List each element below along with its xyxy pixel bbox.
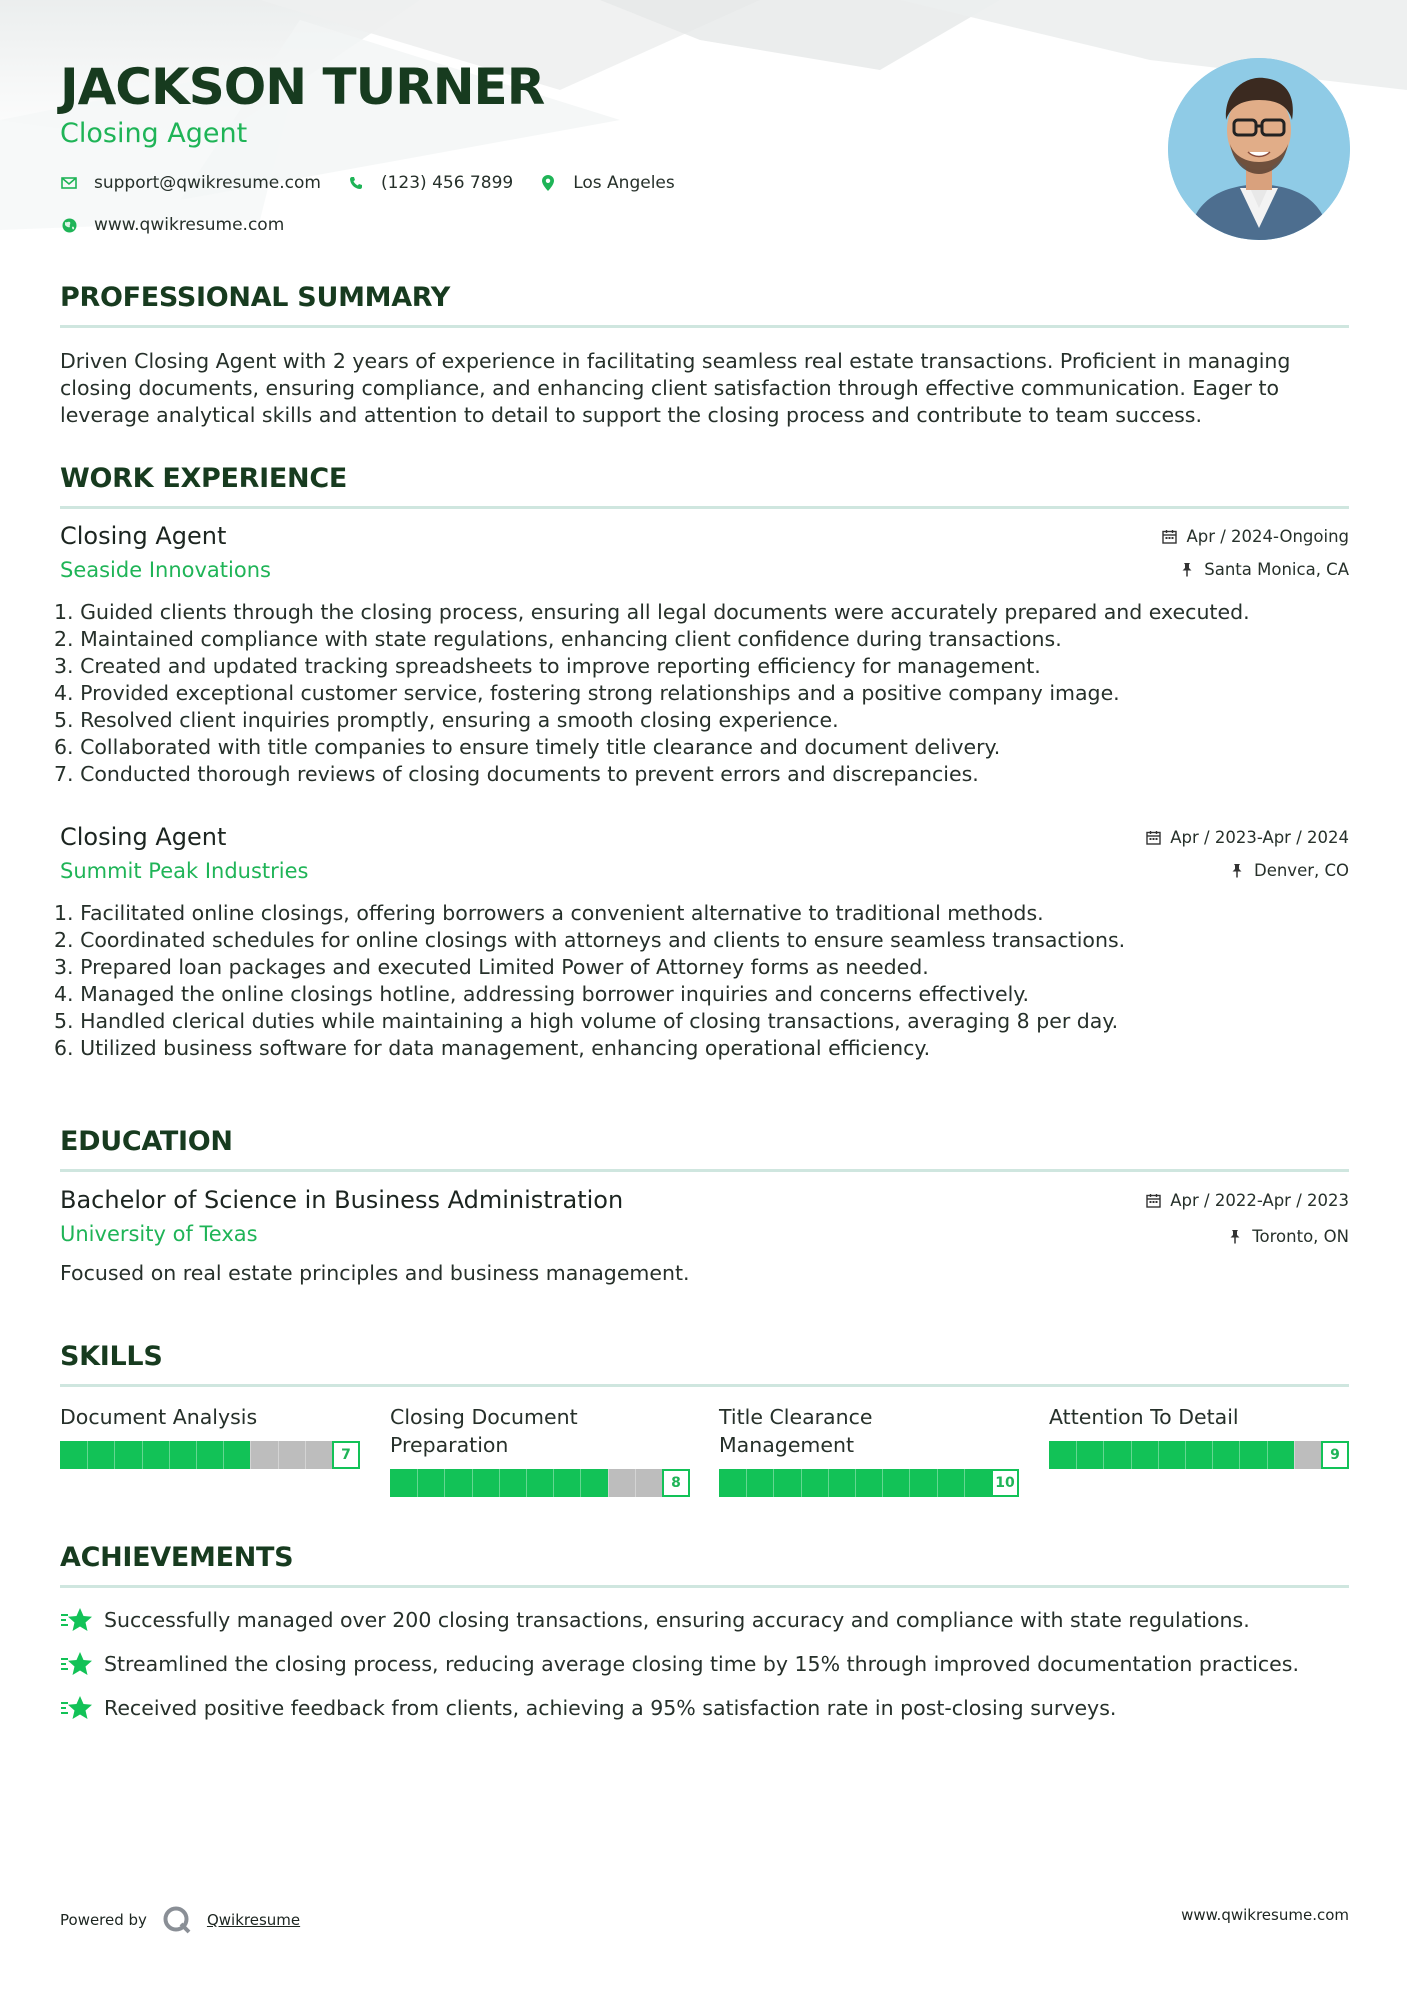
job-bullet-list — [54, 900, 1125, 1062]
skill-bar-segment — [1212, 1441, 1213, 1469]
skill-bar-fill — [60, 1441, 250, 1469]
list-item: 6. Utilized business software for data management, enhancing operational efficiency. — [54, 1036, 931, 1060]
skill-score: 9 — [1321, 1441, 1349, 1469]
contact-email[interactable] — [60, 173, 321, 193]
star-award-icon — [60, 1694, 94, 1722]
skill-bar-segment — [580, 1469, 581, 1497]
skill-name — [60, 1403, 360, 1431]
skill-bar-segment — [87, 1441, 88, 1469]
skill-bar-segment — [1103, 1441, 1104, 1469]
pushpin-icon — [1230, 863, 1246, 879]
list-item: 5. Resolved client inquiries promptly, ensuring a smooth closing experience. — [54, 708, 839, 732]
location-text: Los Angeles — [573, 173, 675, 193]
section-divider — [60, 1384, 1349, 1387]
skill-bar-segment — [909, 1469, 910, 1497]
skill-name — [719, 1403, 1019, 1459]
powered-by — [60, 1904, 300, 1936]
job-title: Closing Agent — [60, 522, 227, 550]
summary-line: leverage analytical skills and attention to detail to support the closing process and contribute to team success. — [60, 403, 1202, 427]
skill-name — [1049, 1403, 1349, 1431]
list-item — [60, 1686, 1349, 1730]
section-divider — [60, 325, 1349, 328]
skill-name-line: Management — [719, 1433, 855, 1457]
skill-bar-segment — [964, 1469, 965, 1497]
skill-bar-segment — [223, 1441, 224, 1469]
achievements-list — [60, 1598, 1349, 1730]
skill-bar-segment — [1158, 1441, 1159, 1469]
job-location — [1230, 861, 1349, 880]
skill-bar-segment — [801, 1469, 802, 1497]
skill-bar — [60, 1441, 360, 1469]
skill-name-line: Attention To Detail — [1049, 1405, 1239, 1429]
skill-bar-segment — [250, 1441, 251, 1469]
achievement-text: Successfully managed over 200 closing transactions, ensuring accuracy and compliance with state regulations. — [104, 1608, 1250, 1632]
summary-heading: PROFESSIONAL SUMMARY — [60, 282, 451, 313]
list-item: 4. Managed the online closings hotline, addressing borrower inquiries and concerns effectively. — [54, 982, 1030, 1006]
skill-bar-track — [60, 1441, 332, 1469]
skill-name-line: Preparation — [390, 1433, 509, 1457]
list-item: 6. Collaborated with title companies to ensure timely title clearance and document delivery. — [54, 735, 1001, 759]
list-item: 2. Coordinated schedules for online closings with attorneys and clients to ensure seamless transactions. — [54, 928, 1126, 952]
experience-section — [60, 463, 1349, 509]
page-footer — [60, 1900, 1349, 1930]
skill-bar-segment — [1294, 1441, 1295, 1469]
summary-section — [60, 282, 1349, 429]
phone-icon — [347, 174, 365, 192]
skill-bar-track — [719, 1469, 991, 1497]
skill-bar-segment — [169, 1441, 170, 1469]
skill-bar-segment — [114, 1441, 115, 1469]
candidate-role: Closing Agent — [60, 118, 248, 149]
qwikresume-logo-icon — [161, 1904, 193, 1936]
email-text: support@qwikresume.com — [94, 173, 321, 193]
contact-row-secondary — [60, 215, 310, 235]
skill-bar — [719, 1469, 1019, 1497]
skill-bar-segment — [937, 1469, 938, 1497]
list-item: 3. Prepared loan packages and executed Limited Power of Attorney forms as needed. — [54, 955, 929, 979]
education-date — [1146, 1191, 1349, 1210]
skill-bar-segment — [1185, 1441, 1186, 1469]
job-date — [1146, 828, 1349, 847]
star-award-icon — [60, 1606, 94, 1634]
summary-line: Driven Closing Agent with 2 years of experience in facilitating seamless real estate transactions. Proficient in managing — [60, 349, 1291, 373]
skills-section — [60, 1341, 1349, 1387]
calendar-icon — [1146, 830, 1162, 846]
skill-bar-fill — [1049, 1441, 1294, 1469]
achievements-section — [60, 1542, 1349, 1588]
skill-bar-track — [390, 1469, 662, 1497]
skill-bar-segment — [142, 1441, 143, 1469]
skill-bar-segment — [305, 1441, 306, 1469]
skills-heading: SKILLS — [60, 1341, 163, 1372]
job-company: Summit Peak Industries — [60, 859, 309, 883]
list-item: 1. Facilitated online closings, offering borrowers a convenient alternative to traditional methods. — [54, 901, 1044, 925]
skill-bar-segment — [499, 1469, 500, 1497]
experience-heading: WORK EXPERIENCE — [60, 463, 347, 494]
envelope-icon — [60, 174, 78, 192]
education-location-text: Toronto, ON — [1252, 1227, 1349, 1246]
skill-bar-segment — [1239, 1441, 1240, 1469]
footer-url[interactable]: www.qwikresume.com — [1181, 1906, 1349, 1924]
skill-bar-segment — [635, 1469, 636, 1497]
phone-text: (123) 456 7899 — [380, 173, 514, 193]
calendar-icon — [1162, 529, 1178, 545]
list-item: 2. Maintained compliance with state regulations, enhancing client confidence during transactions. — [54, 627, 1062, 651]
skill-bar-segment — [553, 1469, 554, 1497]
achievements-heading: ACHIEVEMENTS — [60, 1542, 294, 1573]
school-name: University of Texas — [60, 1222, 258, 1246]
job-title: Closing Agent — [60, 823, 227, 851]
achievement-text: Streamlined the closing process, reducing average closing time by 15% through improved documentation practices. — [104, 1652, 1299, 1676]
resume-header — [60, 0, 1349, 250]
skill-bar-track — [1049, 1441, 1321, 1469]
skill-name-line: Document Analysis — [60, 1405, 258, 1429]
education-section — [60, 1126, 1349, 1172]
candidate-name: JACKSON TURNER — [60, 58, 545, 116]
list-item: 7. Conducted thorough reviews of closing documents to prevent errors and discrepancies. — [54, 762, 979, 786]
skill-item — [719, 1403, 1019, 1491]
job-date — [1162, 527, 1349, 546]
profile-photo — [1168, 58, 1350, 240]
job-location-text: Denver, CO — [1253, 861, 1349, 880]
skill-bar-segment — [1131, 1441, 1132, 1469]
skill-bar-segment — [746, 1469, 747, 1497]
job-date-text: Apr / 2024-Ongoing — [1186, 527, 1349, 546]
resume-page — [54, 0, 1349, 1929]
skill-item — [390, 1403, 690, 1491]
skill-name — [390, 1403, 690, 1459]
job-company: Seaside Innovations — [60, 558, 271, 582]
skill-item — [1049, 1403, 1349, 1463]
map-pin-icon — [539, 174, 557, 192]
skill-name-line: Title Clearance — [719, 1405, 873, 1429]
skill-bar — [1049, 1441, 1349, 1469]
education-description: Focused on real estate principles and business management. — [60, 1261, 690, 1285]
website-text: www.qwikresume.com — [94, 215, 285, 235]
pushpin-icon — [1180, 562, 1196, 578]
list-item: 4. Provided exceptional customer service, fostering strong relationships and a positive company image. — [54, 681, 1120, 705]
skill-bar-segment — [1267, 1441, 1268, 1469]
star-award-icon — [60, 1650, 94, 1678]
degree-title: Bachelor of Science in Business Administration — [60, 1186, 624, 1214]
skill-bar-segment — [278, 1441, 279, 1469]
brand-link[interactable]: Qwikresume — [206, 1911, 301, 1929]
skill-bar-segment — [472, 1469, 473, 1497]
contact-phone[interactable] — [347, 173, 513, 193]
list-item: 5. Handled clerical duties while maintaining a high volume of closing transactions, averaging 8 per day. — [54, 1009, 1119, 1033]
skill-bar-segment — [526, 1469, 527, 1497]
skill-score: 8 — [662, 1469, 690, 1497]
summary-text — [60, 348, 1349, 429]
education-heading: EDUCATION — [60, 1126, 233, 1157]
skill-score: 7 — [332, 1441, 360, 1469]
list-item: 3. Created and updated tracking spreadsheets to improve reporting efficiency for management. — [54, 654, 1041, 678]
skill-bar — [390, 1469, 690, 1497]
job-date-text: Apr / 2023-Apr / 2024 — [1170, 828, 1349, 847]
job-location — [1180, 560, 1349, 579]
skill-bar-segment — [882, 1469, 883, 1497]
skill-bar-segment — [855, 1469, 856, 1497]
skill-bar-segment — [773, 1469, 774, 1497]
section-divider — [60, 1169, 1349, 1172]
skill-score: 10 — [991, 1469, 1019, 1497]
education-location — [1228, 1227, 1349, 1246]
summary-line: closing documents, ensuring compliance, and enhancing client satisfaction through effective communication. Eager to — [60, 376, 1280, 400]
achievement-text: Received positive feedback from clients, achieving a 95% satisfaction rate in post-closing surveys. — [104, 1696, 1117, 1720]
skill-bar-segment — [417, 1469, 418, 1497]
list-item — [60, 1598, 1349, 1642]
skill-bar-segment — [828, 1469, 829, 1497]
skill-bar-segment — [1076, 1441, 1077, 1469]
list-item — [60, 1642, 1349, 1686]
skill-bar-segment — [196, 1441, 197, 1469]
powered-by-label: Powered by — [60, 1911, 147, 1929]
job-location-text: Santa Monica, CA — [1204, 560, 1349, 579]
globe-icon — [60, 216, 78, 234]
skill-bar-segment — [444, 1469, 445, 1497]
job-bullet-list — [54, 599, 1250, 788]
calendar-icon — [1146, 1193, 1162, 1209]
section-divider — [60, 1585, 1349, 1588]
contact-row-primary — [60, 173, 701, 193]
education-date-text: Apr / 2022-Apr / 2023 — [1170, 1191, 1349, 1210]
contact-website[interactable] — [60, 215, 284, 235]
skill-item — [60, 1403, 360, 1463]
contact-location — [539, 173, 675, 193]
skill-bar-segment — [608, 1469, 609, 1497]
section-divider — [60, 506, 1349, 509]
list-item: 1. Guided clients through the closing process, ensuring all legal documents were accurately prepared and executed. — [54, 600, 1250, 624]
skill-name-line: Closing Document — [390, 1405, 578, 1429]
pushpin-icon — [1228, 1229, 1244, 1245]
